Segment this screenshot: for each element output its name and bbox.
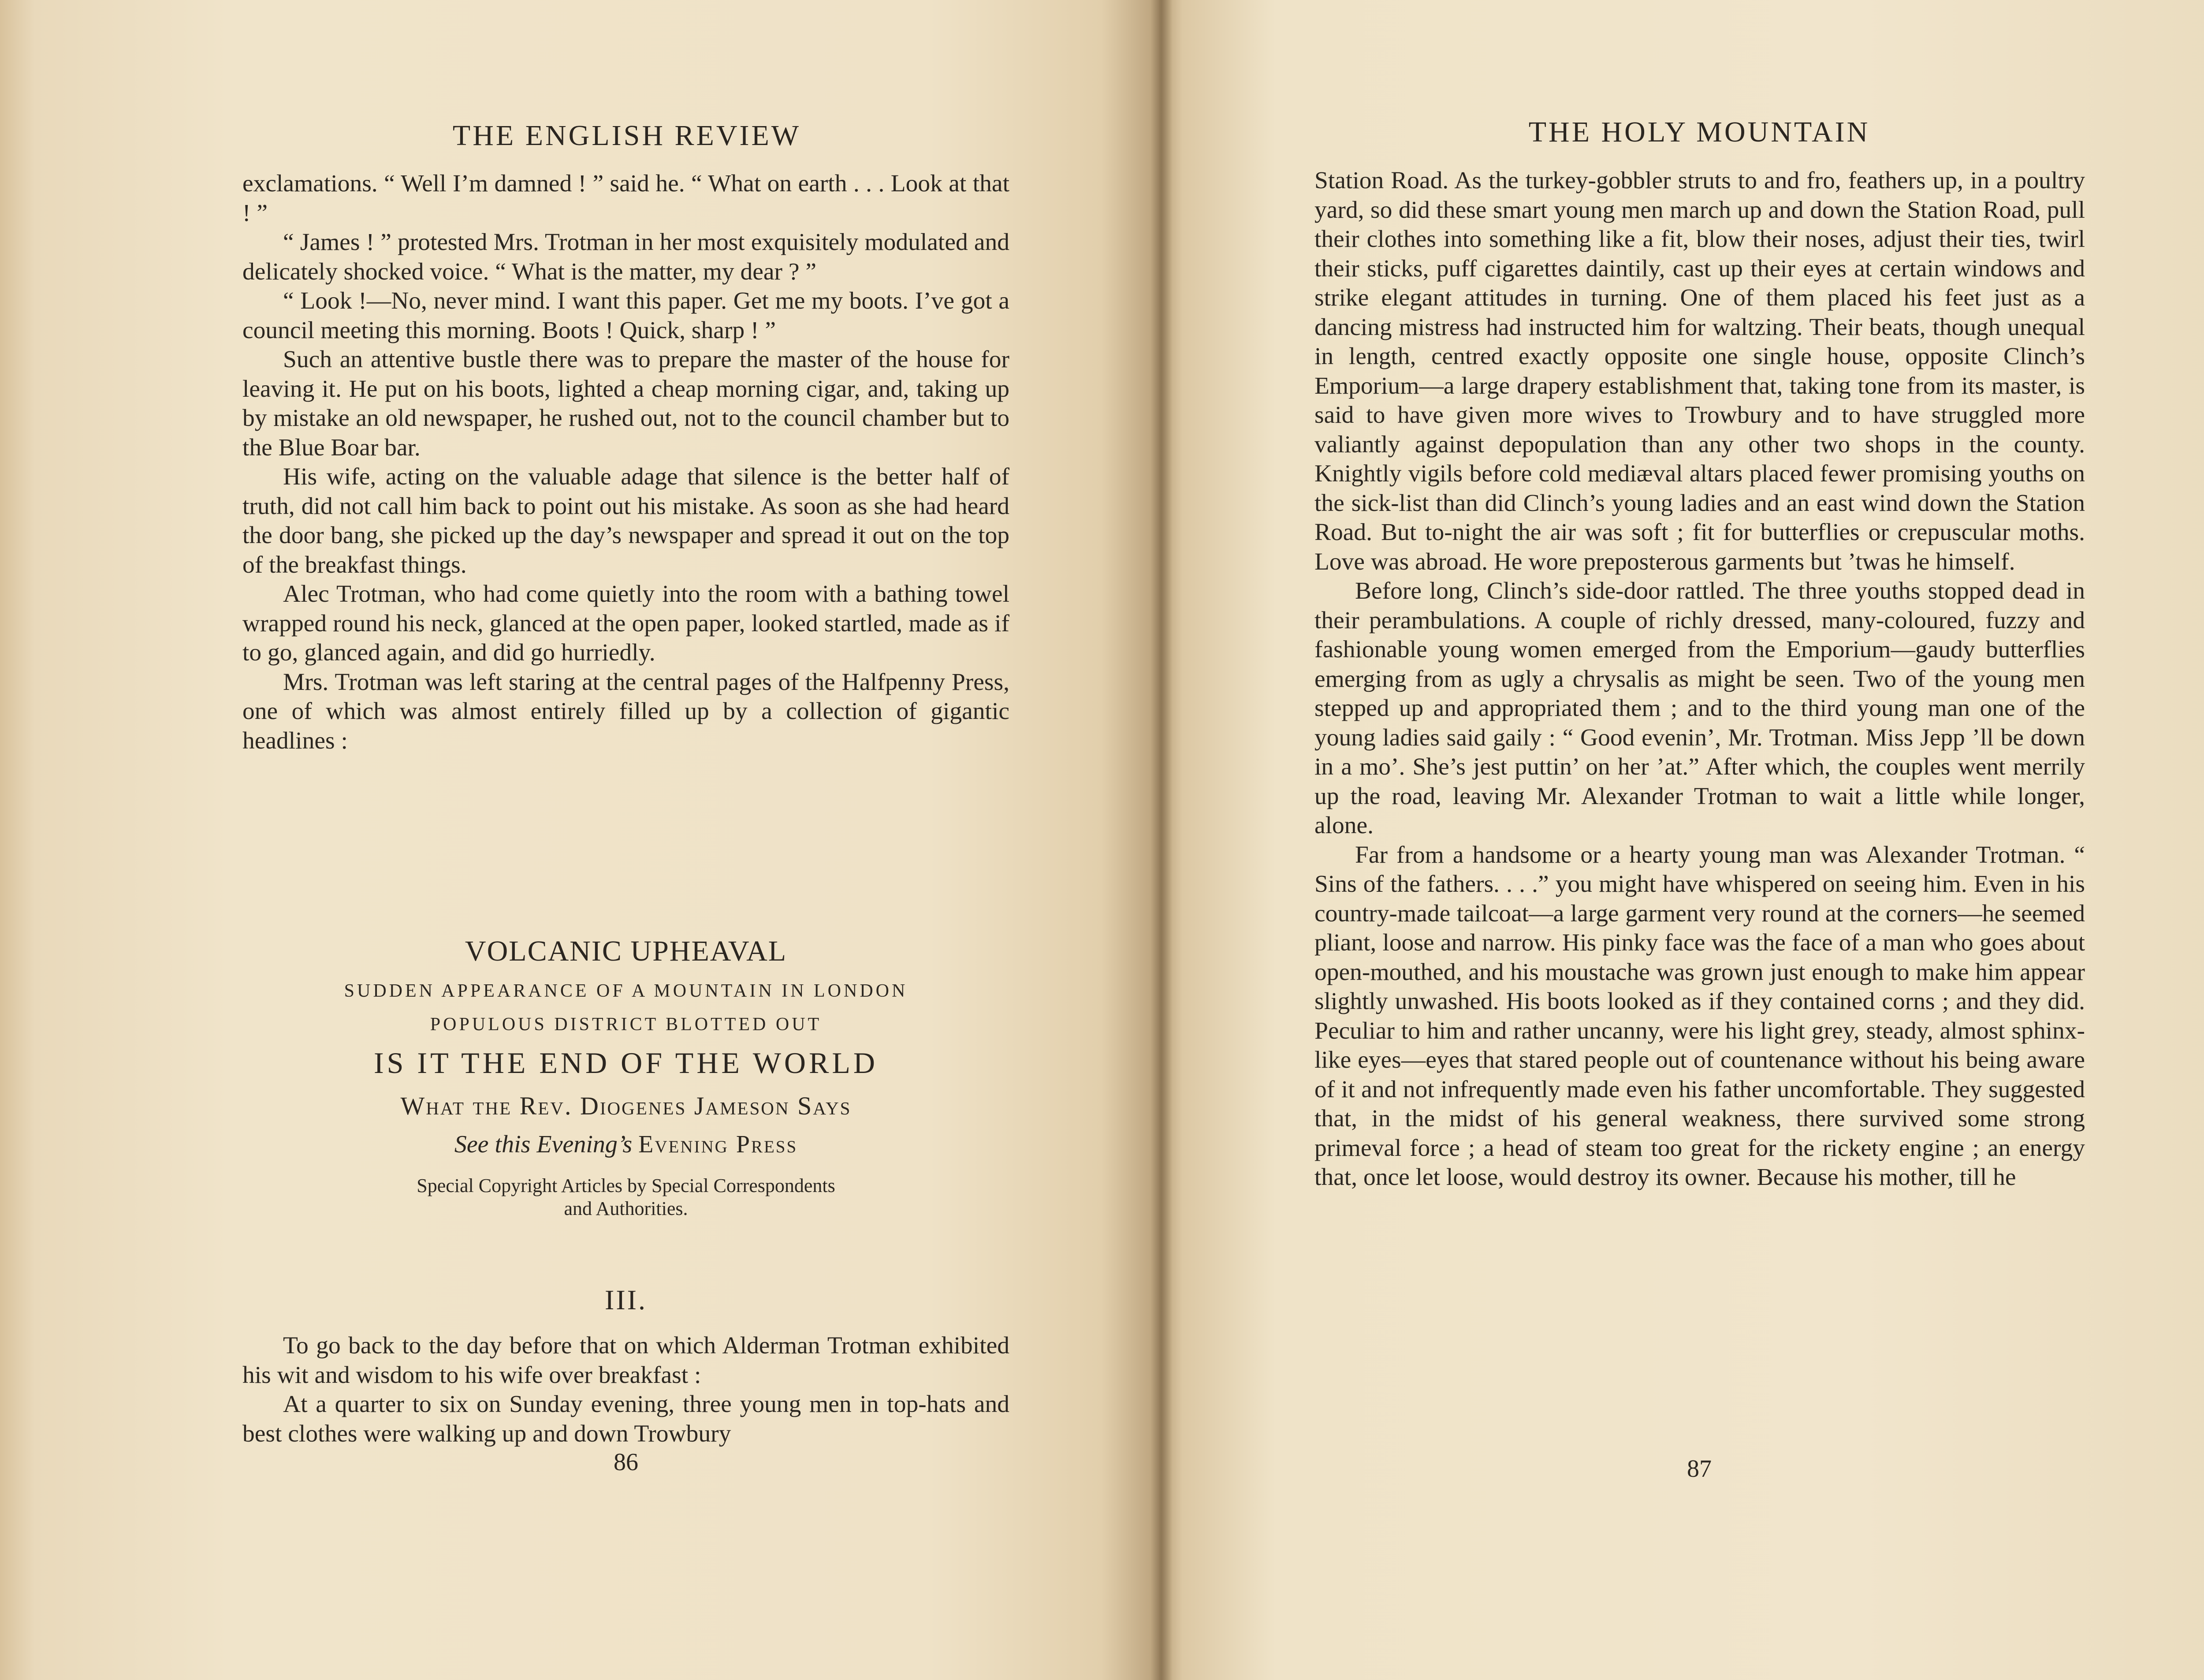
- left-page-number: 86: [614, 1449, 638, 1476]
- paragraph: To go back to the day before that on which Alderman Trotman exhibited his wit and wisdom to his wife over breakfast :: [242, 1332, 1009, 1389]
- headline-small-2: and Authorities.: [564, 1198, 688, 1219]
- left-running-head: THE ENGLISH REVIEW: [452, 119, 801, 152]
- paragraph: Such an attentive bustle there was to prepare the master of the house for leaving it. He put on his boots, lighted a cheap morning cigar, and, taking up by mistake an old newspaper, he rushed out, not to the council chamber but to the Blue Boar bar.: [242, 346, 1009, 461]
- headline-big: IS IT THE END OF THE WORLD: [373, 1046, 879, 1080]
- headline-caps: What the Rev. Diogenes Jameson Says: [400, 1091, 852, 1120]
- headline-sub-2: POPULOUS DISTRICT BLOTTED OUT: [430, 1014, 822, 1035]
- headline-main: VOLCANIC UPHEAVAL: [465, 935, 787, 967]
- paragraph: At a quarter to six on Sunday evening, three young men in top-hats and best clothes were walking up and down Trowbury: [242, 1391, 1009, 1447]
- headline-italic-line: [242, 1130, 1009, 1158]
- paragraph: “ Look !—No, never mind. I want this paper. Get me my boots. I’ve got a council meeting this morning. Boots ! Quick, sharp ! ”: [242, 287, 1009, 344]
- headline-small-1: Special Copyright Articles by Special Correspondents: [417, 1175, 835, 1196]
- paragraph: Station Road. As the turkey-gobbler struts to and fro, feathers up, in a poultry yard, so did these smart young men march up and down the Station Road, pull their clothes into something like a fit, blow their noses, adjust their ties, twirl their sticks, puff cigarettes daintily, cast up their eyes at certain windows and strike elegant attitudes in turning. One of them placed his feet just as a dancing mistress had instructed him for waltzing. Their beats, though unequal in length, centred exactly opposite one single house, opposite Clinch’s Emporium—a large drapery establishment that, taking tone from its master, is said to have given more wives to Trowbury and to have struggled more valiantly against depopulation than any other two shops in the county. Knightly vigils before cold mediæval altars placed fewer promising youths on the sick-list than did Clinch’s young ladies and an east wind down the Station Road. But to-night the air was soft ; fit for butterflies or crepuscular moths. Love was abroad. He wore preposterous garments but ’twas he himself.: [1314, 167, 2085, 575]
- headline-italic-part: See this Evening’s: [454, 1131, 633, 1158]
- left-body-bottom: [242, 1331, 1009, 1449]
- paragraph: Alec Trotman, who had come quietly into the room with a bathing towel wrapped round his neck, glanced at the open paper, looked startled, made as if to go, glanced again, and did go hurriedly.: [242, 581, 1009, 666]
- paragraph: exclamations. “ Well I’m damned ! ” said he. “ What on earth . . . Look at that ! ”: [242, 170, 1009, 227]
- paragraph: Mrs. Trotman was left staring at the central pages of the Halfpenny Press, one of which was almost entirely filled up by a collection of gigantic headlines :: [242, 668, 1009, 754]
- book-gutter: [1150, 0, 1173, 1680]
- right-page: [1159, 0, 2204, 1680]
- headline-sc-part: Evening Press: [638, 1131, 798, 1158]
- paragraph: His wife, acting on the valuable adage that silence is the better half of truth, did not call him back to point out his mistake. As soon as she had heard the door bang, she picked up the day’s newspaper and spread it out on the top of the breakfast things.: [242, 463, 1009, 578]
- paragraph: Before long, Clinch’s side-door rattled. The three youths stopped dead in their perambulations. A couple of richly dressed, many-coloured, fuzzy and fashionable young women emerged from the Emporium—gaudy butterflies emerging from as ugly a chrysalis as might be seen. Two of the young men stepped up and appropriated them ; and to the third young man one of the young ladies said gaily : “ Good evenin’, Mr. Trotman. Miss Jepp ’ll be down in a mo’. She’s jest puttin’ on her ’at.” After which, the couples went merrily up the road, leaving Mr. Alexander Trotman to wait a little while longer, alone.: [1314, 577, 2085, 839]
- right-page-number: 87: [1687, 1455, 1712, 1483]
- paragraph: “ James ! ” protested Mrs. Trotman in her most exquisitely modulated and delicately shocked voice. “ What is the matter, my dear ? ”: [242, 229, 1009, 285]
- right-body: [1314, 166, 2085, 1192]
- paragraph: Far from a handsome or a hearty young man was Alexander Trotman. “ Sins of the fathers. . . .” you might have whispered on seeing him. Even in his country-made tailcoat—a large garment very round at the corners—he seemed pliant, loose and narrow. His pinky face was the face of a man who goes about open-mouthed, and his moustache was grown just enough to make him appear slightly unwashed. His boots looked as if they contained corns ; and they did. Peculiar to him and rather uncanny, were his light grey, steady, almost sphinx-like eyes—eyes that stared people out of countenance without his being aware of it and not infrequently made even his father uncomfortable. They suggested that, in the midst of his general weakness, there survived some strong primeval force ; a head of steam too great for the rickety engine ; an energy that, once let loose, would destroy its owner. Because his mother, till he: [1314, 841, 2085, 1191]
- right-running-head: THE HOLY MOUNTAIN: [1528, 116, 1870, 148]
- newspaper-headlines: [242, 935, 1009, 1220]
- section-number: III.: [605, 1284, 647, 1315]
- left-body-top: [242, 169, 1009, 756]
- headline-sub-1: SUDDEN APPEARANCE OF A MOUNTAIN IN LONDON: [344, 981, 908, 1001]
